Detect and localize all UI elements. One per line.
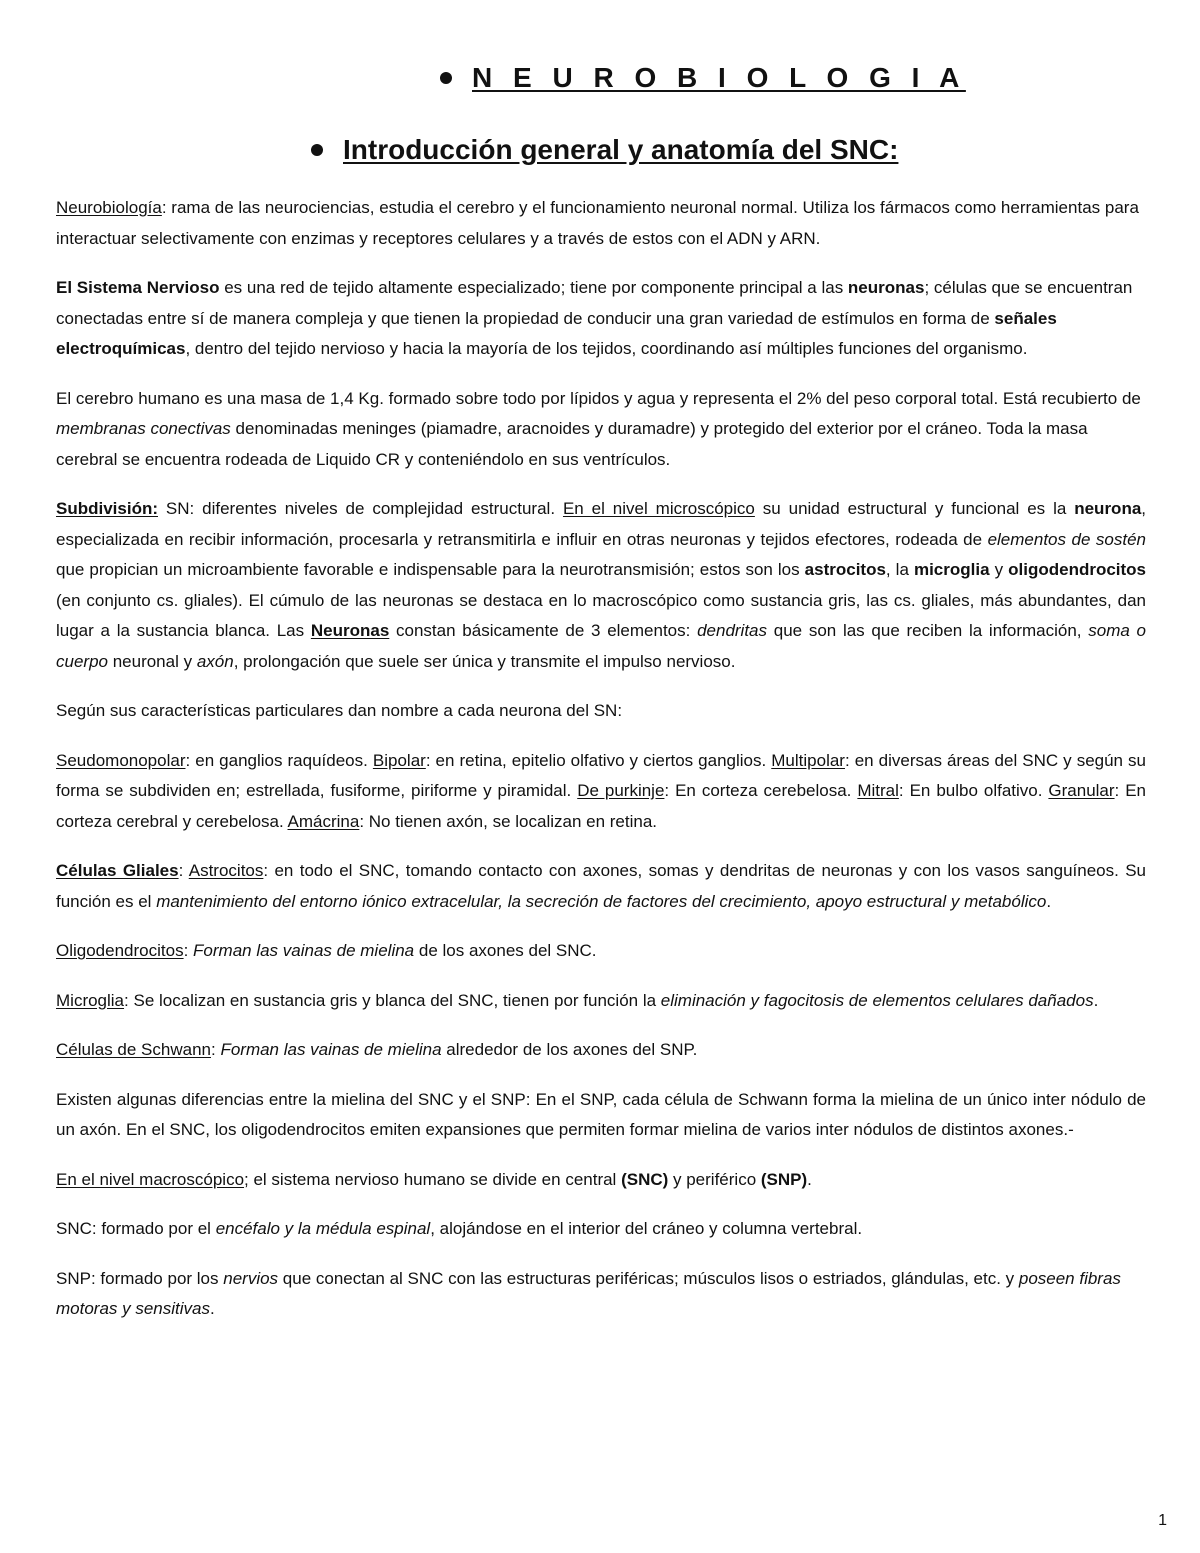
term-multipolar: Multipolar [771,750,845,770]
text: que propician un microambiente favorable e indispensable para la neurotransmisión; estos son los [56,560,805,579]
text: . [210,1299,215,1318]
text: . [1046,891,1052,911]
term-neuronas-2: Neuronas [310,621,390,640]
paragraph-microglia [56,986,1146,1017]
term-oligodendrocitos-2: Oligodendrocitos [56,941,184,960]
term-sistema-nervioso: El Sistema Nervioso [56,278,220,297]
text: : En corteza cerebral y cerebelosa. [56,781,1147,831]
text: : rama de las neurociencias, estudia el cerebro y el funcionamiento neuronal normal. Utiliza los fármacos como herramientas para interactuar selectivamente con enzimas y receptores celulares y a través de estos con el ADN y ARN. [56,198,1139,248]
paragraph-snc [56,1214,1146,1245]
term-axon: axón [196,651,234,671]
paragraph-celulas-gliales [56,856,1146,917]
text: , dentro del tejido nervioso y hacia la mayoría de los tejidos, coordinando así múltiples funciones del organismo. [185,339,1028,358]
text: : En bulbo olfativo. [898,781,1049,800]
term-neuronas: neuronas [847,278,925,297]
term-macroscopico: En el nivel macroscópico [56,1169,245,1189]
term-vainas-2: Forman las vainas de mielina [220,1040,442,1059]
term-fibras: poseen fibras motoras y sensitivas [56,1268,1121,1318]
text: : En corteza cerebelosa. [664,781,858,800]
term-eliminacion: eliminación y fagocitosis de elementos celulares dañados [660,990,1094,1010]
text: ; células que se encuentran conectadas entre sí de manera compleja y que tienen la propiedad de conducir una gran variedad de estímulos en forma de [56,278,1133,328]
document-title [440,62,966,94]
text: que conectan al SNC con las estructuras periféricas; músculos lisos o estriados, glándulas, etc. y [278,1268,1019,1288]
text: ; el sistema nervioso humano se divide en central [244,1169,622,1189]
term-encefalo: encéfalo y la médula espinal [215,1219,431,1238]
subtitle-text: Introducción general y anatomía del SNC: [343,134,899,165]
term-subdivision: Subdivisión: [56,499,158,518]
text: : No tienen axón, se localizan en retina. [359,811,658,831]
bullet-icon [440,72,452,84]
term-schwann: Células de Schwann [56,1040,211,1059]
paragraph-schwann [56,1035,1146,1066]
term-mantenimiento: mantenimiento del entorno iónico extracelular, la secreción de factores del crecimiento, apoyo estructural y metabólico [156,891,1047,911]
term-neurona: neurona [1074,499,1142,518]
text: de los axones del SNC. [414,941,597,960]
text: : en todo el SNC, tomando contacto con axones, somas y dendritas de neuronas y con los vasos sanguíneos. Su función es el [56,861,1147,911]
text: y [989,560,1009,579]
term-oligodendrocitos: oligodendrocitos [1008,560,1147,579]
page-number: 1 [1158,1512,1167,1529]
text: El cerebro humano es una masa de 1,4 Kg. formado sobre todo por lípidos y agua y representa el 2% del peso corporal total. Está recubierto de [56,388,1141,408]
term-nervios: nervios [223,1268,279,1288]
term-dendritas: dendritas [697,621,768,640]
paragraph-cerebro [56,384,1146,476]
term-granular: Granular [1048,781,1115,800]
document-body [56,193,1146,1344]
text: denominadas meninges (piamadre, aracnoides y duramadre) y protegido del exterior por el cráneo. Toda la masa cerebral se encuentra rodeada de Liquido CR y conteniéndolo en sus ventrículos. [56,419,1088,469]
paragraph-snp [56,1264,1146,1325]
text: su unidad estructural y funcional es la [754,499,1075,518]
text: : [183,941,194,960]
paragraph-diferencias: Existen algunas diferencias entre la mielina del SNC y el SNP: En el SNP, cada célula de Schwann forma la mielina de un único inter nódulo de un axón. En el SNC, los oligodendrocitos emiten expansiones que permiten formar mielina de varios inter nódulos de distintos axones.- [56,1089,1146,1139]
title-text: N E U R O B I O L O G I A [472,62,966,93]
text: : Se localizan en sustancia gris y blanca del SNC, tienen por función la [124,990,661,1010]
term-celulas-gliales: Células Gliales [56,861,179,880]
text: que son las que reciben la información, [767,621,1089,640]
text: : en ganglios raquídeos. [185,750,373,770]
paragraph-sistema-nervioso [56,273,1146,365]
term-microglia: microglia [913,560,990,579]
text: constan básicamente de 3 elementos: [389,621,698,640]
text: , prolongación que suele ser única y transmite el impulso nervioso. [233,651,736,671]
term-soma: soma o cuerpo [56,621,1146,671]
term-amacrina: Amácrina [287,811,360,831]
text: SNC: formado por el [56,1219,216,1238]
term-sosten: elementos de sostén [987,529,1146,549]
text: SN: diferentes niveles de complejidad estructural. [158,499,563,518]
text: , alojándose en el interior del cráneo y columna vertebral. [430,1219,863,1238]
text: (en conjunto cs. gliales). El cúmulo de las neuronas se destaca en lo macroscópico como sustancia gris, las cs. gliales, más abundantes, dan lugar a la sustancia blanca. Las [56,590,1146,640]
section-heading [311,134,898,166]
term-bipolar: Bipolar [372,750,426,770]
paragraph-macroscopico [56,1165,1146,1196]
paragraph-neurobiologia [56,193,1146,254]
paragraph-subdivision [56,494,1146,677]
term-microscopico: En el nivel microscópico [562,499,755,518]
paragraph-oligodendrocitos [56,936,1146,967]
term-snp: (SNP) [760,1169,808,1189]
text: , especializada en recibir información, procesarla y retransmitirla e influir en otras neuronas y tejidos efectores, rodeada de [56,499,1147,549]
term-purkinje: De purkinje [577,781,665,800]
text: : [178,861,189,880]
term-astrocitos: astrocitos [804,560,886,579]
paragraph-segun: Según sus características particulares dan nombre a cada neurona del SN: [56,701,623,720]
term-microglia-2: Microglia [56,990,125,1010]
term-seudomonopolar: Seudomonopolar [56,750,186,770]
term-astrocitos-2: Astrocitos [188,861,264,880]
term-vainas: Forman las vainas de mielina [193,941,415,960]
term-mitral: Mitral [857,781,899,800]
term-senales: señales electroquímicas [56,308,1057,358]
text: . [807,1169,812,1189]
text: alrededor de los axones del SNP. [441,1040,698,1059]
term-membranas: membranas conectivas [56,419,231,438]
text: y periférico [668,1169,761,1189]
term-snc: (SNC) [621,1169,669,1189]
paragraph-tipos-neuronas [56,746,1146,838]
text: : en retina, epitelio olfativo y ciertos ganglios. [425,750,772,770]
bullet-icon [311,144,323,156]
text: : en diversas áreas del SNC y según su forma se subdividen en; estrellada, fusiforme, piriforme y piramidal. [56,750,1146,800]
text: : [210,1040,221,1059]
text: , la [885,560,914,579]
text: . [1093,990,1099,1010]
text: es una red de tejido altamente especializado; tiene por componente principal a las [219,278,848,297]
text: SNP: formado por los [56,1268,224,1288]
text: neuronal y [107,651,197,671]
term-neurobiologia: Neurobiología [56,198,162,217]
